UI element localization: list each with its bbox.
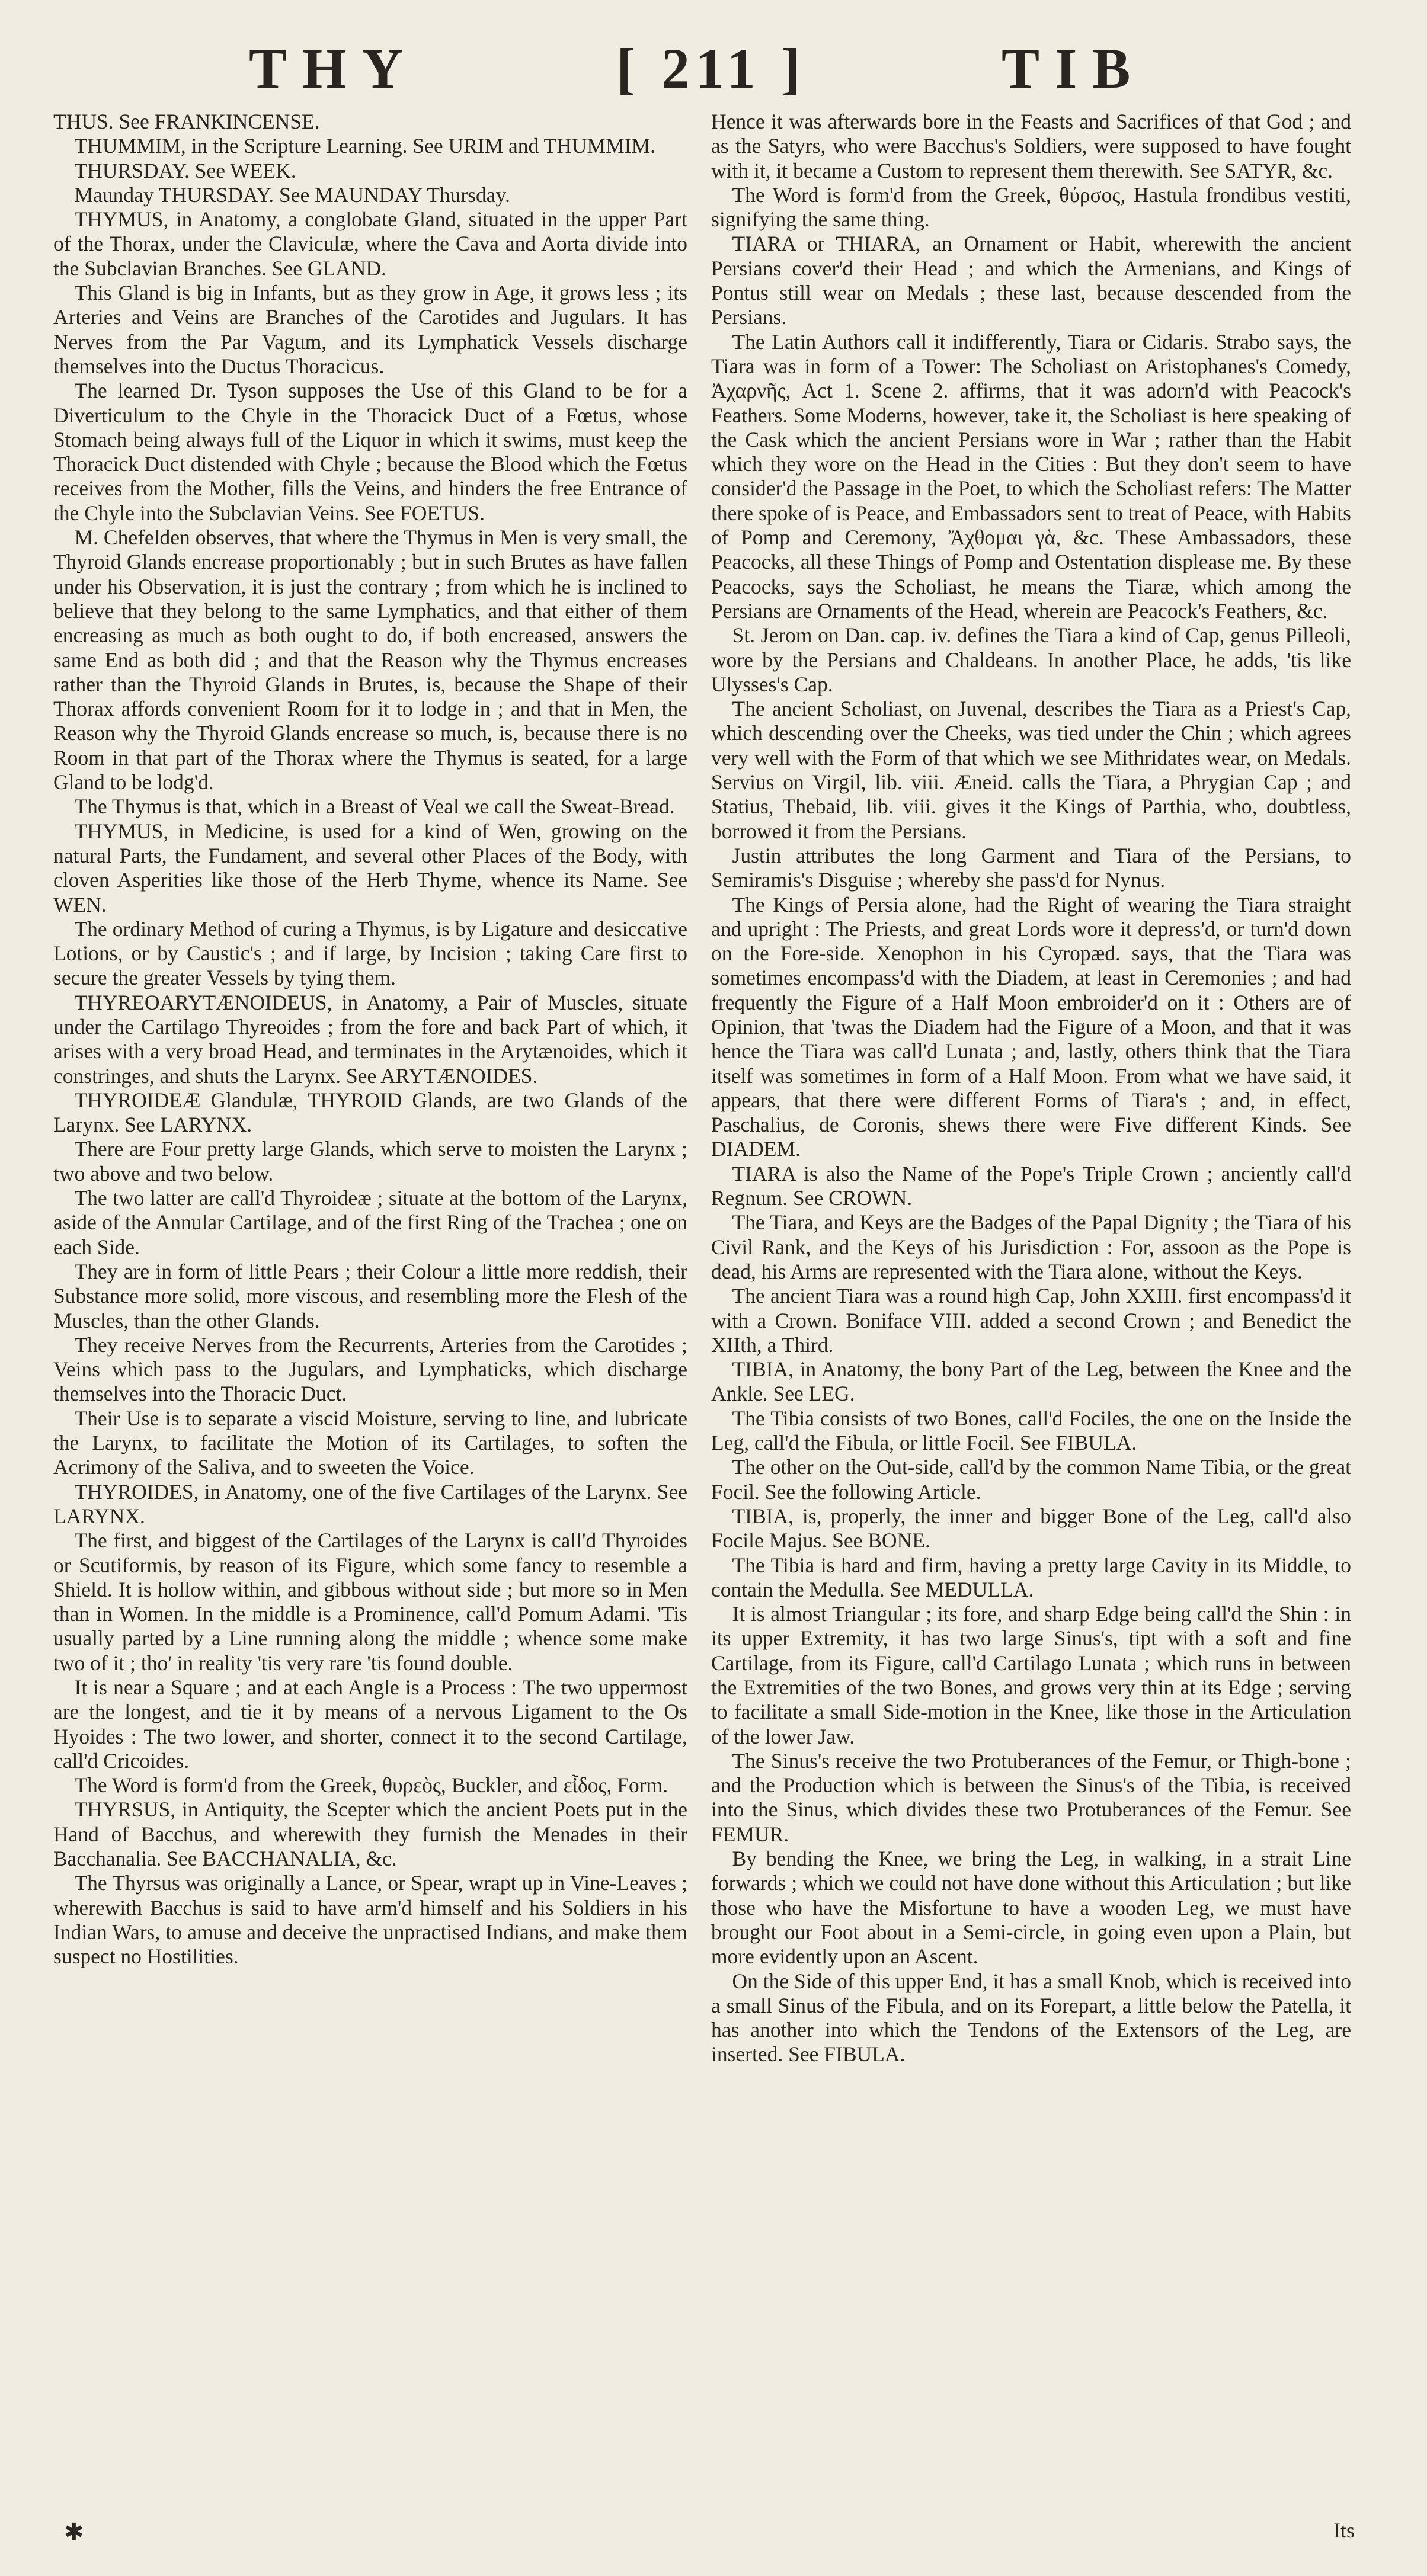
right-column [711, 110, 1351, 2509]
entry-paragraph: THYREOARYTÆNOIDEUS, in Anatomy, a Pair of Muscles, situate under the Cartilago Thyreoides ; from the fore and back Part of which, it arises with a very broad Head, and terminates in the Arytænoides, which it constringes, and shuts the Larynx. See ARYTÆNOIDES. [53, 990, 687, 1088]
entry-paragraph: Justin attributes the long Garment and Tiara of the Persians, to Semiramis's Disguise ; whereby she pass'd for Nynus. [711, 843, 1351, 892]
entry-paragraph: The Latin Authors call it indifferently, Tiara or Cidaris. Strabo says, the Tiara was in form of a Tower: The Scholiast on Aristophanes's Comedy, Ἀχαρνῆς, Act 1. Scene 2. affirms, that it was adorn'd with Peacock's Feathers. Some Moderns, however, take it, the Scholiast is here speaking of the Cask which the ancient Persians wore in War ; rather than the Habit which they wore on the Head in the Cities : But they don't seem to have consider'd the Passage in the Poet, to which the Scholiast refers: The Matter there spoke of is Peace, and Embassadors sent to treat of Peace, with Habits of Pomp and Ceremony, Ἄχθομαι γὰ, &c. These Ambassadors, these Peacocks, all these Things of Pomp and Ostentation displease me. By these Peacocks, says the Scholiast, he means the Tiaræ, which among the Persians are Ornaments of the Head, wherein are Peacock's Feathers, &c. [711, 329, 1351, 623]
entry-paragraph: They receive Nerves from the Recurrents, Arteries from the Carotides ; Veins which pass to the Jugulars, and Lymphaticks, which discharge themselves into the Thoracic Duct. [53, 1332, 687, 1406]
entry-paragraph: The Tibia consists of two Bones, call'd Fociles, the one on the Inside the Leg, call'd the Fibula, or little Focil. See FIBULA. [711, 1406, 1351, 1455]
entry-paragraph: THUMMIM, in the Scripture Learning. See URIM and THUMMIM. [74, 134, 655, 158]
entry-paragraph: The ordinary Method of curing a Thymus, is by Ligature and desiccative Lotions, or by Caustic's ; and if large, by Incision ; taking Care first to secure the greater Vessels by tying them. [53, 917, 687, 990]
entry-paragraph: The Word is form'd from the Greek, θύρσος, Hastula frondibus vestiti, signifying the same thing. [711, 182, 1351, 232]
header-right-guideword: TIB [1002, 37, 1146, 100]
entry-paragraph: The ancient Scholiast, on Juvenal, describes the Tiara as a Priest's Cap, which descending over the Cheeks, was tied under the Chin ; which agrees very well with the Form of that which we see Mithridates wear, on Medals. Servius on Virgil, lib. viii. Æneid. calls the Tiara, a Phrygian Cap ; and Statius, Thebaid, lib. viii. gives it the Kings of Parthia, who, doubtless, borrowed it from the Persians. [711, 697, 1351, 843]
entry-paragraph: The ancient Tiara was a round high Cap, John XXIII. first encompass'd it with a Crown. Boniface VIII. added a second Crown ; and Benedict the XIIth, a Third. [711, 1284, 1351, 1357]
entry-paragraph: There are Four pretty large Glands, which serve to moisten the Larynx ; two above and two below. [53, 1137, 687, 1186]
entry-paragraph: THYRSUS, in Antiquity, the Scepter which the ancient Poets put in the Hand of Bacchus, and wherewith they furnish the Menades in their Bacchanalia. See BACCHANALIA, &c. [53, 1798, 687, 1871]
page-footer [0, 2518, 1427, 2565]
entry-paragraph: Maunday THURSDAY. See MAUNDAY Thursday. [74, 182, 510, 207]
entry-paragraph: M. Chefelden observes, that where the Thymus in Men is very small, the Thyroid Glands encrease proportionably ; but in such Brutes as have fallen under his Observation, it is just the contrary ; from which he is inclined to believe that they belong to the same Lymphatics, and that either of them encreasing as much as both ought to do, if both encreased, answers the same End as both did ; and that the Reason why the Thymus encreases rather than the Thyroid Glands in Brutes, is, because the Shape of their Thorax affords convenient Room for it to lodge in ; and that in Men, the Reason why the Thyroid Glands encrease so much, is, because there is no Room in that part of the Thorax where the Thymus is seated, for a large Gland to be lodg'd. [53, 526, 687, 794]
entry-paragraph: TIBIA, is, properly, the inner and bigger Bone of the Leg, call'd also Focile Majus. See BONE. [711, 1504, 1351, 1553]
left-column [53, 110, 687, 2509]
entry-paragraph: Hence it was afterwards bore in the Feasts and Sacrifices of that God ; and as the Satyrs, who were Bacchus's Soldiers, were supposed to have fought with it, it became a Custom to represent them therewith. See SATYR, &c. [711, 110, 1351, 182]
running-header [0, 36, 1427, 113]
entry-paragraph: The Word is form'd from the Greek, θυρεὸς, Buckler, and εἶδος, Form. [74, 1773, 668, 1798]
entry-paragraph: THYMUS, in Anatomy, a conglobate Gland, situated in the upper Part of the Thorax, under the Claviculæ, where the Cava and Aorta divide into the Subclavian Branches. See GLAND. [53, 207, 687, 280]
entry-paragraph: THURSDAY. See WEEK. [74, 158, 296, 182]
entry-paragraph: On the Side of this upper End, it has a small Knob, which is received into a small Sinus of the Fibula, and on its Forepart, a little below the Patella, it has another into which the Tendons of the Extensors of the Leg, are inserted. See FIBULA. [711, 1969, 1351, 2066]
entry-paragraph: THYROIDEÆ Glandulæ, THYROID Glands, are two Glands of the Larynx. See LARYNX. [53, 1088, 687, 1137]
entry-paragraph: The Kings of Persia alone, had the Right of wearing the Tiara straight and upright : The Priests, and great Lords wore it depress'd, or turn'd down on the Fore-side. Xenophon in his Cyropæd. says, that the Tiara was sometimes encompass'd with the Diadem, at least in Ceremonies ; and had frequently the Figure of a Half Moon embroider'd on it : Others are of Opinion, that 'twas the Diadem had the Figure of a Moon, and that it was hence the Tiara was call'd Lunata ; and, lastly, others think that the Tiara itself was sometimes in form of a Half Moon. From what we have said, it appears, that there were different Forms of Tiara's ; and, in effect, Paschalius, de Coronis, shews there were Five different Kinds. See DIADEM. [711, 892, 1351, 1161]
entry-paragraph: TIARA is also the Name of the Pope's Triple Crown ; anciently call'd Regnum. See CROWN. [711, 1161, 1351, 1210]
signature-mark: ✱ [64, 2519, 84, 2545]
entry-paragraph: The Tiara, and Keys are the Badges of the Papal Dignity ; the Tiara of his Civil Rank, and the Keys of his Jurisdiction : For, assoon as the Pope is dead, his Arms are represented with the Tiara alone, without the Keys. [711, 1210, 1351, 1283]
entry-paragraph: The Sinus's receive the two Protuberances of the Femur, or Thigh-bone ; and the Production which is between the Sinus's of the Tibia, is received into the Sinus, which divides these two Protuberances of the Femur. See FEMUR. [711, 1748, 1351, 1846]
entry-paragraph: THUS. See FRANKINCENSE. [53, 110, 320, 133]
entry-paragraph: The other on the Out-side, call'd by the common Name Tibia, or the great Focil. See the following Article. [711, 1455, 1351, 1504]
entry-paragraph: The first, and biggest of the Cartilages of the Larynx is call'd Thyroides or Scutiformis, by reason of its Figure, which some fancy to resemble a Shield. It is hollow within, and gibbous without side ; but more so in Men than in Women. In the middle is a Prominence, call'd Pomum Adami. 'Tis usually parted by a Line running along the middle ; whence some make two of it ; tho' in reality 'tis very rare 'tis found double. [53, 1529, 687, 1675]
entry-paragraph: TIBIA, in Anatomy, the bony Part of the Leg, between the Knee and the Ankle. See LEG. [711, 1357, 1351, 1406]
entry-paragraph: This Gland is big in Infants, but as they grow in Age, it grows less ; its Arteries and Veins are Branches of the Carotides and Jugulars. It has Nerves from the Par Vagum, and its Lymphatick Vessels discharge themselves into the Ductus Thoracicus. [53, 281, 687, 378]
entry-paragraph: The Tibia is hard and firm, having a pretty large Cavity in its Middle, to contain the Medulla. See MEDULLA. [711, 1553, 1351, 1601]
entry-paragraph: The Thymus is that, which in a Breast of Veal we call the Sweat-Bread. [74, 794, 675, 819]
entry-paragraph: THYMUS, in Medicine, is used for a kind of Wen, growing on the natural Parts, the Fundament, and several other Places of the Body, with cloven Asperities like those of the Herb Thyme, whence its Name. See WEN. [53, 819, 687, 917]
catchword: Its [1333, 2519, 1355, 2542]
entry-paragraph: St. Jerom on Dan. cap. iv. defines the Tiara a kind of Cap, genus Pilleoli, wore by the Persians and Chaldeans. In another Place, he adds, 'tis like Ulysses's Cap. [711, 623, 1351, 696]
entry-paragraph: It is almost Triangular ; its fore, and sharp Edge being call'd the Shin : in its upper Extremity, it has two large Sinus's, tipt with a soft and fine Cartilage, from its Figure, call'd Cartilago Lunata ; which runs in between the Extremities of the two Bones, and grows very thin at its Edge ; serving to facilitate a small Side-motion in the Knee, like those in the Articulation of the lower Jaw. [711, 1602, 1351, 1748]
entry-paragraph: TIARA or THIARA, an Ornament or Habit, wherewith the ancient Persians cover'd their Head ; and which the Armenians, and Kings of Pontus still wear on Medals ; these last, because descended from the Persians. [711, 232, 1351, 329]
entry-paragraph: THYROIDES, in Anatomy, one of the five Cartilages of the Larynx. See LARYNX. [53, 1479, 687, 1528]
entry-paragraph: It is near a Square ; and at each Angle is a Process : The two uppermost are the longest, and tie it by means of a nervous Ligament to the Os Hyoides : The two lower, and shorter, connect it to the second Cartilage, call'd Cricoides. [53, 1675, 687, 1773]
entry-paragraph: They are in form of little Pears ; their Colour a little more reddish, their Substance more solid, more viscous, and resembling more the Flesh of the Muscles, than the other Glands. [53, 1259, 687, 1332]
entry-paragraph: The Thyrsus was originally a Lance, or Spear, wrapt up in Vine-Leaves ; wherewith Bacchus is said to have arm'd himself and his Soldiers in his Indian Wars, to amuse and deceive the unpractised Indians, and make them suspect no Hostilities. [53, 1871, 687, 1969]
entry-paragraph: The two latter are call'd Thyroideæ ; situate at the bottom of the Larynx, aside of the Annular Cartilage, and of the first Ring of the Trachea ; one on each Side. [53, 1186, 687, 1259]
entry-paragraph: By bending the Knee, we bring the Leg, in walking, in a strait Line forwards ; which we could not have done without this Articulation ; but like those who have the Misfortune to have a wooden Leg, we must have brought our Foot about in a Semi-circle, in going even upon a Plain, but more evidently upon an Ascent. [711, 1847, 1351, 1969]
entry-paragraph: The learned Dr. Tyson supposes the Use of this Gland to be for a Diverticulum to the Chyle in the Thoracick Duct of a Fœtus, whose Stomach being always full of the Liquor in which it swims, must keep the Thoracick Duct distended with Chyle ; because the Blood which the Fœtus receives from the Mother, fills the Veins, and hinders the free Entrance of the Chyle into the Subclavian Veins. See FOETUS. [53, 379, 687, 525]
header-left-guideword: THY [249, 37, 419, 100]
entry-paragraph: Their Use is to separate a viscid Moisture, serving to line, and lubricate the Larynx, to facilitate the Motion of its Cartilages, to soften the Acrimony of the Saliva, and to sweeten the Voice. [53, 1406, 687, 1479]
page-number: [ 211 ] [616, 37, 807, 100]
